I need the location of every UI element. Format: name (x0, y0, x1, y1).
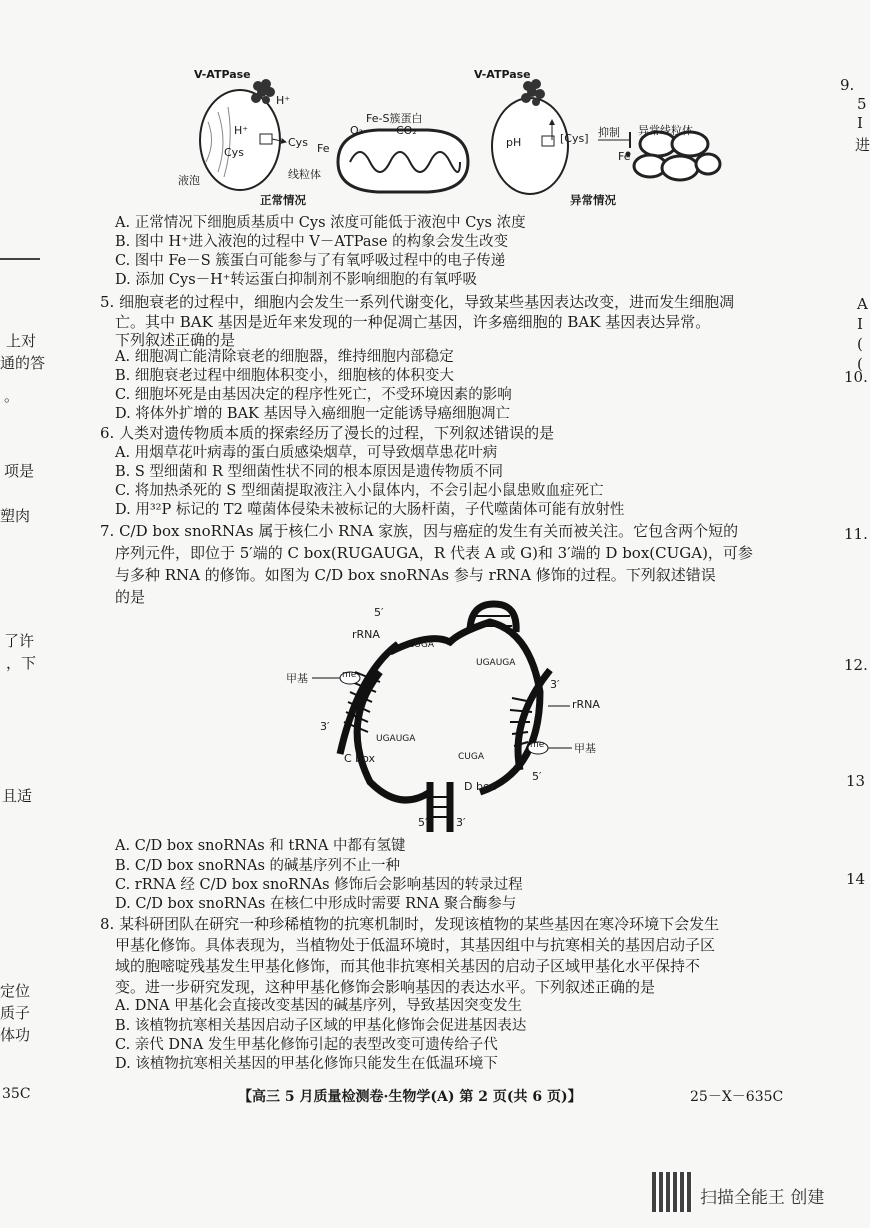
left-edge-6: 了许 (4, 632, 35, 650)
figure-normal-abnormal (160, 62, 720, 212)
q6-option-a: A. 用烟草花叶病毒的蛋白质感染烟草，可导致烟草患花叶病 (115, 445, 498, 461)
dbox-label: D box (464, 780, 496, 793)
cbox-label: C box (344, 752, 376, 765)
q5-stem-line-1: 5. 细胞衰老的过程中，细胞内会发生一系列代谢变化，导致某些基因表达改变，进而发生细胞凋 (100, 293, 735, 311)
q8-stem-line-4: 变。进一步研究发现，这种甲基化修饰会影响基因的表达水平。下列叙述正确的是 (115, 978, 656, 996)
vacuole-right (492, 98, 568, 194)
q8-stem-line-3: 域的胞嘧啶残基发生甲基化修饰，而其他非抗寒相关基因的启动子区域甲基化水平保持不 (115, 957, 701, 975)
five-right-label: 5′ (532, 770, 542, 783)
three-left-label: 3′ (320, 720, 330, 733)
right-edge-2: 5 (857, 95, 867, 113)
right-edge-10: 11. (844, 525, 868, 543)
left-edge-3: 。 (4, 387, 20, 405)
seq-dbox-label: CUGA (458, 752, 485, 762)
methyl-left-label: 甲基 (286, 672, 308, 685)
q7-option-a: A. C/D box snoRNAs 和 tRNA 中都有氢键 (115, 838, 406, 854)
caption-abnormal: 异常情况 (570, 193, 616, 207)
q4-option-d: D. 添加 Cys－H⁺转运蛋白抑制剂不影响细胞的有氧呼吸 (115, 272, 477, 288)
right-edge-6: I (857, 315, 863, 333)
left-edge-10: 质子 (0, 1004, 31, 1022)
q5-stem-line-3: 下列叙述正确的是 (115, 331, 236, 349)
q4-option-a: A. 正常情况下细胞质基质中 Cys 浓度可能低于液泡中 Cys 浓度 (115, 215, 526, 231)
right-edge-4: 进 (855, 136, 870, 154)
q5-stem-line-2: 亡。其中 BAK 基因是近年来发现的一种促凋亡基因，许多癌细胞的 BAK 基因表达异常。 (115, 313, 711, 331)
abnormal-mito-label: 异常线粒体 (638, 124, 693, 137)
right-edge-13: 14 (846, 870, 866, 888)
cys-left-label: Cys (288, 136, 308, 149)
fe-left-label: Fe (317, 142, 330, 155)
left-edge-5: 塑肉 (0, 507, 31, 525)
q5-option-d: D. 将体外扩增的 BAK 基因导入癌细胞一定能诱导癌细胞凋亡 (115, 406, 511, 422)
q8-option-c: C. 亲代 DNA 发生甲基化修饰引起的表型改变可遗传给子代 (115, 1037, 498, 1053)
q8-option-b: B. 该植物抗寒相关基因启动子区域的甲基化修饰会促进基因表达 (115, 1018, 527, 1034)
methyl-right-label: 甲基 (574, 742, 596, 755)
q5-option-c: C. 细胞坏死是由基因决定的程序性死亡，不受环境因素的影响 (115, 387, 512, 403)
seq-right-label: UGAUGA (476, 658, 516, 668)
right-edge-7: ( (857, 335, 863, 353)
vatpase-right-label: V-ATPase (474, 68, 531, 81)
hplus-in-label: H⁺ (234, 124, 249, 137)
left-edge-9: 定位 (0, 982, 31, 1000)
q7-stem-line-2: 序列元件，即位于 5′端的 C box(RUGAUGA，R 代表 A 或 G)和 3′端的 D box(CUGA)，可参 (115, 544, 753, 562)
o2-label: O₂ (350, 124, 364, 137)
left-edge-11: 体功 (0, 1026, 31, 1044)
q7-option-c: C. rRNA 经 C/D box snoRNAs 修饰后会影响基因的转录过程 (115, 877, 523, 893)
mitochondria-label: 线粒体 (288, 168, 321, 181)
q4-option-c: C. 图中 Fe－S 簇蛋白可能参与了有氧呼吸过程中的电子传递 (115, 253, 506, 269)
fe-right-label: Fe (618, 150, 631, 163)
scanner-watermark: 扫描全能王 创建 (700, 1188, 825, 1208)
left-edge-rule (0, 258, 40, 260)
q8-stem-line-2: 甲基化修饰。具体表现为，当植物处于低温环境时，其基因组中与抗寒相关的基因启动子区 (115, 936, 716, 954)
left-edge-2: 通的答 (0, 354, 46, 372)
q7-stem-line-4: 的是 (115, 588, 146, 606)
figure-snorna (280, 602, 610, 834)
rrna-left-label: rRNA (352, 628, 380, 641)
q8-option-a: A. DNA 甲基化会直接改变基因的碱基序列，导致基因突变发生 (115, 998, 523, 1014)
q6-option-c: C. 将加热杀死的 S 型细菌提取液注入小鼠体内，不会引起小鼠患败血症死亡 (115, 483, 604, 499)
right-edge-8: ( (857, 355, 863, 373)
left-edge-4: 项是 (4, 462, 35, 480)
seq-cbox-label: UGAUGA (376, 734, 416, 744)
q5-option-b: B. 细胞衰老过程中细胞体积变小，细胞核的体积变大 (115, 368, 454, 384)
me-right-label: me (530, 740, 545, 750)
footer-code: 25－X－635C (690, 1089, 784, 1105)
q7-option-b: B. C/D box snoRNAs 的碱基序列不止一种 (115, 858, 401, 874)
figure-snorna-svg (280, 602, 610, 834)
me-left-label: me (342, 670, 357, 680)
ph-label: pH (506, 136, 522, 149)
vatpase-left-label: V-ATPase (194, 68, 251, 81)
caption-normal: 正常情况 (260, 193, 306, 207)
vacuole-label: 液泡 (178, 174, 200, 187)
footer-title: 【高三 5 月质量检测卷·生物学(A) 第 2 页(共 6 页)】 (238, 1089, 582, 1105)
right-edge-5: A (857, 295, 868, 313)
q8-stem-line-1: 8. 某科研团队在研究一种珍稀植物的抗寒机制时，发现该植物的某些基因在寒冷环境下会发生 (100, 915, 720, 933)
left-edge-8: 且适 (2, 787, 33, 805)
right-edge-3: I (857, 114, 863, 132)
seq-top-label: CUGA (408, 640, 435, 650)
cys-bracket-label: [Cys] (560, 132, 589, 145)
right-edge-12: 13 (846, 772, 866, 790)
q7-option-d: D. C/D box snoRNAs 在核仁中形成时需要 RNA 聚合酶参与 (115, 896, 517, 912)
abnormal-mitochondria (634, 132, 720, 180)
hplus-out-label: H⁺ (276, 94, 291, 107)
right-edge-9: 10. (844, 368, 868, 386)
cys-in-label: Cys (224, 146, 244, 159)
q6-option-d: D. 用³²P 标记的 T2 噬菌体侵染未被标记的大肠杆菌，子代噬菌体可能有放射性 (115, 502, 625, 518)
q5-option-a: A. 细胞凋亡能清除衰老的细胞器，维持细胞内部稳定 (115, 349, 454, 365)
q8-option-d: D. 该植物抗寒相关基因的甲基化修饰只能发生在低温环境下 (115, 1056, 498, 1072)
figure-normal-abnormal-svg (160, 62, 720, 212)
three-bottom-label: 3′ (456, 816, 466, 829)
q7-stem-line-1: 7. C/D box snoRNAs 属于核仁小 RNA 家族，因与癌症的发生有关而被关注。它包含两个短的 (100, 522, 739, 540)
inhibit-label: 抑制 (598, 126, 620, 139)
three-right-label: 3′ (550, 678, 560, 691)
left-edge-7: ，下 (6, 654, 37, 672)
five-top-label: 5′ (374, 606, 384, 619)
fe-s-label: Fe-S簇蛋白 (366, 112, 423, 125)
q4-option-b: B. 图中 H⁺进入液泡的过程中 V－ATPase 的构象会发生改变 (115, 234, 509, 250)
left-edge-1: 上对 (6, 332, 37, 350)
co2-label: CO₂ (396, 124, 417, 137)
q6-stem: 6. 人类对遗传物质本质的探索经历了漫长的过程，下列叙述错误的是 (100, 424, 555, 442)
q7-stem-line-3: 与多种 RNA 的修饰。如图为 C/D box snoRNAs 参与 rRNA 修饰的过程。下列叙述错误 (115, 566, 716, 584)
qr-code-icon (652, 1172, 692, 1212)
q6-option-b: B. S 型细菌和 R 型细菌性状不同的根本原因是遗传物质不同 (115, 464, 504, 480)
footer-left-code: 35C (2, 1086, 31, 1102)
rrna-right-label: rRNA (572, 698, 600, 711)
five-bottom-label: 5′ (418, 816, 428, 829)
right-edge-1: 9. (840, 76, 855, 94)
right-edge-11: 12. (844, 656, 868, 674)
